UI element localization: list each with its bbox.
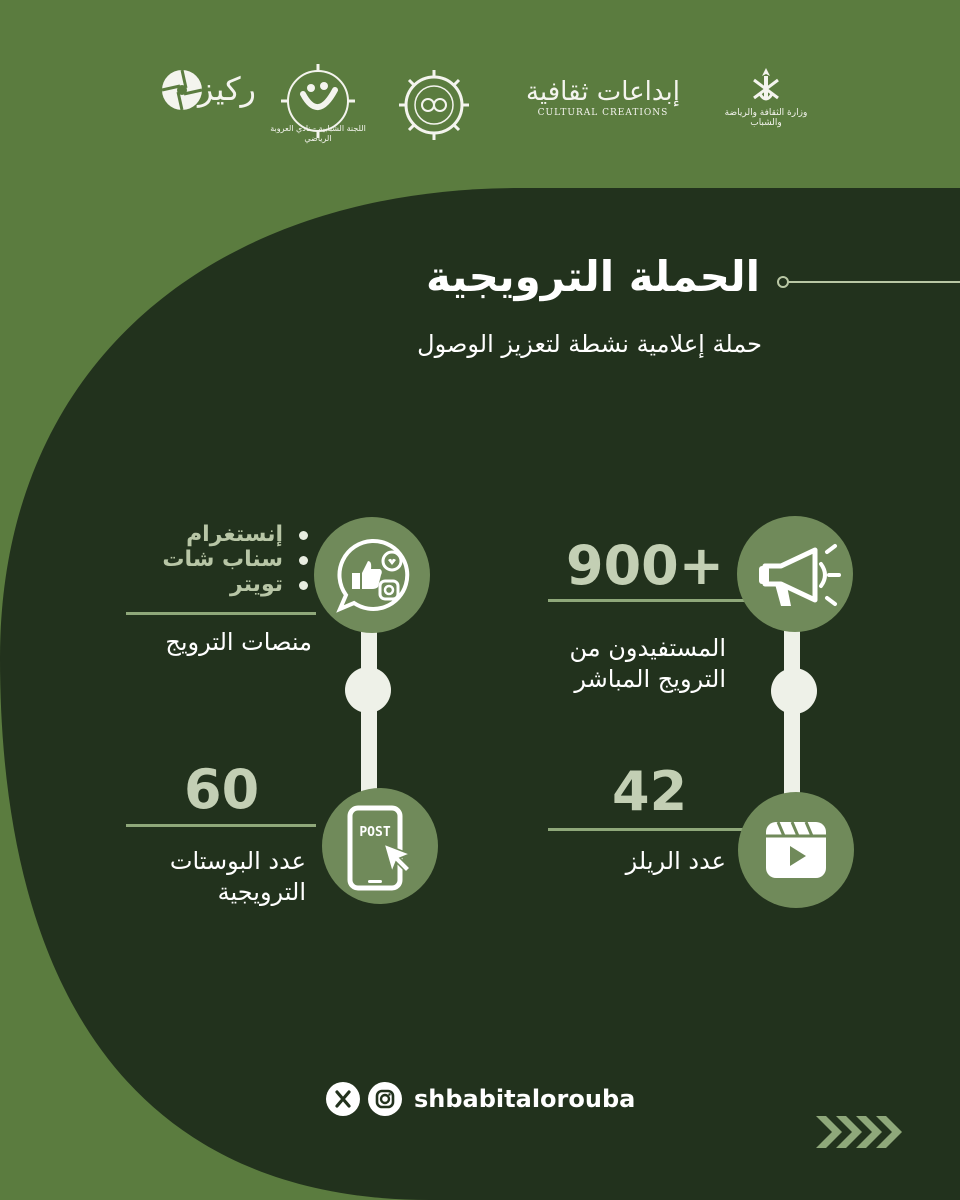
- social-handle[interactable]: shbabitalorouba: [414, 1085, 636, 1113]
- page-subtitle: حملة إعلامية نشطة لتعزيز الوصول: [417, 330, 762, 358]
- reels-icon-circle: [738, 792, 854, 908]
- bullet-icon: [299, 581, 308, 590]
- beneficiaries-label-line1: المستفيدون من: [569, 634, 726, 662]
- post-phone-icon: [322, 788, 438, 904]
- posts-label: [170, 846, 306, 908]
- x-icon[interactable]: [326, 1082, 360, 1116]
- social-media-icon: [314, 517, 430, 633]
- posts-label-line2: الترويجية: [217, 878, 306, 906]
- reels-label: عدد الريلز: [625, 847, 726, 875]
- logos-row: [0, 54, 960, 154]
- emblem-icon: [746, 64, 786, 108]
- posts-label-line1: عدد البوستات: [169, 847, 306, 875]
- page-title: الحملة الترويجية: [425, 252, 760, 301]
- list-item: [162, 572, 308, 597]
- platform-twitter: تويتر: [230, 572, 283, 597]
- beneficiaries-value: 900+: [566, 534, 724, 597]
- platforms-icon-circle: [314, 517, 430, 633]
- title-divider: [784, 281, 960, 283]
- list-item: [162, 547, 308, 572]
- posts-value: 60: [184, 758, 260, 821]
- posts-divider: [126, 824, 316, 827]
- chevrons-icon: [812, 1110, 912, 1154]
- cultural-creations-english: CULTURAL CREATIONS: [537, 108, 669, 118]
- beneficiaries-divider: [548, 599, 768, 602]
- ship-wheel-icon: [395, 68, 473, 142]
- bullet-icon: [299, 556, 308, 565]
- megaphone-icon: [737, 516, 853, 632]
- connector-knob-right: [771, 668, 817, 714]
- reels-value: 42: [612, 760, 688, 823]
- video-play-icon: [738, 792, 854, 908]
- bullet-icon: [299, 531, 308, 540]
- cultural-creations-logo: [508, 76, 698, 118]
- platforms-label: منصات الترويج: [165, 628, 312, 656]
- ministry-logo: [718, 64, 814, 128]
- beneficiaries-label: [570, 633, 726, 695]
- platform-instagram: إنستغرام: [186, 522, 283, 547]
- list-item: [162, 522, 308, 547]
- connector-knob-left: [345, 667, 391, 713]
- ministry-caption: وزارة الثقافة والرياضة والشباب: [724, 108, 808, 128]
- platforms-divider: [126, 612, 316, 615]
- cultural-creations-arabic: إبداعات ثقافية: [525, 77, 681, 107]
- rakeez-text: ركيز: [198, 70, 256, 108]
- title-divider-dot: [777, 276, 789, 288]
- committee-caption: اللجنة الشبابية - نادي العروبة الرياضي: [270, 124, 366, 143]
- post-icon-text: POST: [359, 825, 391, 840]
- instagram-icon[interactable]: [368, 1082, 402, 1116]
- beneficiaries-label-line2: الترويج المباشر: [574, 665, 726, 693]
- beneficiaries-icon-circle: [737, 516, 853, 632]
- club-emblem-logo: [394, 68, 474, 142]
- reels-divider: [548, 828, 768, 831]
- platform-snapchat: سناب شات: [162, 547, 283, 572]
- posts-icon-circle: [322, 788, 438, 904]
- platforms-list: [162, 522, 308, 597]
- social-footer: [326, 1080, 635, 1118]
- youth-committee-logo: [270, 60, 366, 144]
